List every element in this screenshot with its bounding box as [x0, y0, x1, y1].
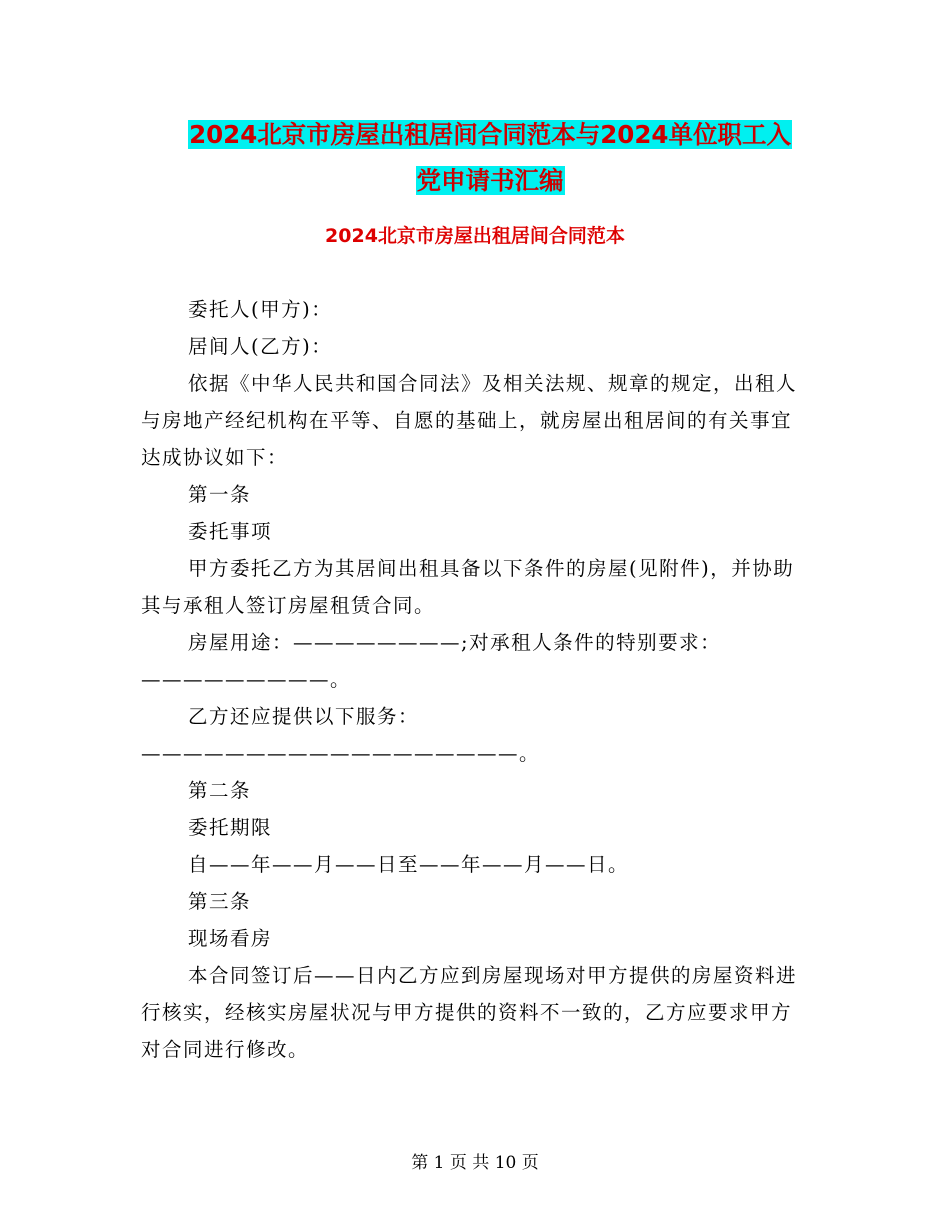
paragraph-house-use: 房屋用途：————————;对承租人条件的特别要求：—————————。: [141, 631, 722, 691]
paragraph-preamble: 依据《中华人民共和国合同法》及相关法规、规章的规定，出租人与房地产经纪机构在平等、自愿的基础上，就房屋出租居间的有关事宜达成协议如下：: [141, 372, 798, 469]
article-2-heading: 第二条: [188, 779, 252, 802]
article-1-heading: 第一条: [188, 483, 252, 506]
article-3-title: 现场看房: [188, 927, 273, 950]
article-3-heading: 第三条: [188, 890, 252, 913]
article-2-title: 委托期限: [188, 816, 273, 839]
paragraph-inspection: 本合同签订后——日内乙方应到房屋现场对甲方提供的房屋资料进行核实，经核实房屋状况与甲方提供的资料不一致的，乙方应要求甲方对合同进行修改。: [141, 964, 798, 1061]
paragraph-services: 乙方还应提供以下服务：——————————————————。: [141, 705, 540, 765]
paragraph-entrustment: 甲方委托乙方为其居间出租具备以下条件的房屋(见附件)，并协助其与承租人签订房屋租赁合同。: [141, 557, 795, 617]
paragraph-term: 自——年——月——日至——年——月——日。: [188, 853, 630, 876]
paragraph-principal: 委托人(甲方)：: [188, 298, 333, 321]
article-1-title: 委托事项: [188, 520, 273, 543]
paragraph-intermediary: 居间人(乙方)：: [188, 335, 333, 358]
document-body: [141, 291, 811, 1068]
title-line-2: 党申请书汇编: [416, 166, 564, 195]
document-title: [140, 112, 840, 204]
title-line-1: 2024北京市房屋出租居间合同范本与2024单位职工入: [189, 120, 791, 149]
section-title: 2024北京市房屋出租居间合同范本: [325, 225, 625, 247]
page-footer: 第 1 页 共 10 页: [411, 1153, 539, 1173]
